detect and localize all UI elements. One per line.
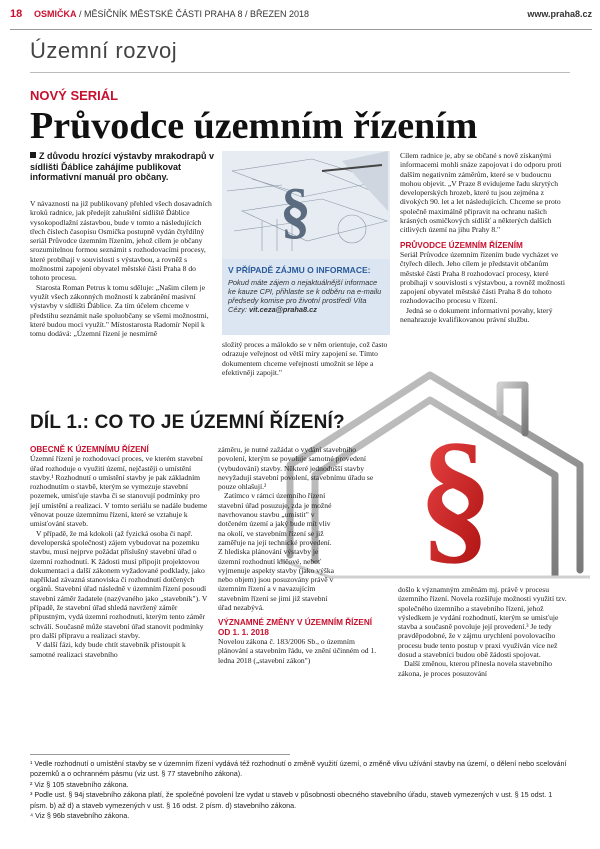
paragraph: došlo k významným změnám mj. právě v procesu územního řízení. Novela rozšiřuje možnosti využití tzv. společného územního a stavebního řízení, jehož výsledkem je vydání rozhodnutí, kterým se umisťuje stavba a současně povoluje její provedení.³ Je tedy pravděpodobné, že v zájmu urychlení povolovacího procesu bude tento postup v praxi využíván více než dosud a stavebníci budou obě žádosti spojovat. (398, 585, 567, 660)
page-header (10, 8, 592, 30)
footnotes (30, 759, 570, 821)
magazine-issue: / MĚSÍČNÍK MĚSTSKÉ ČÁSTI PRAHA 8 / BŘEZEN 2018 (76, 9, 310, 19)
blueprint-illustration-icon (222, 151, 390, 259)
footnote: ² Viz § 105 stavebního zákona. (30, 779, 129, 789)
column-goals (400, 151, 570, 324)
paragraph: Seriál Průvodce územním řízením bude vycházet ve čtyřech dílech. Jeho cílem je představit občanům městské části Praha 8 rozhodovací procesy, které probíhají v souvislosti s výstavbou, a rovněž možnosti zapojení obyvatel městské části Praha 8 do tohoto rozhodovacího procesu v řízení. (400, 249, 565, 306)
column-permits (218, 445, 378, 665)
magazine-name: OSMIČKA (34, 9, 77, 19)
article-kicker: NOVÝ SERIÁL (30, 88, 119, 103)
part-title: DÍL 1.: CO TO JE ÚZEMNÍ ŘÍZENÍ? (30, 412, 345, 433)
subheading-changes: VÝZNAMNÉ ZMĚNY V ÚZEMNÍM ŘÍZENÍ OD 1. 1. 2018 (218, 618, 373, 637)
paragraph: Cílem radnice je, aby se občané s nově získanými informacemi mohli snáze zapojovat i do odporu proti dalším negativním záměrům, které se v budoucnu mohou objevit. „V Praze 8 evidujeme řadu skrytých developerských hrozeb, které tu jsou zejména z divokých 90. let a let následujících. Chceme se proto společně maximálně připravit na ochranu našich krásných osmičkových sídlišť a některých dalších citlivých území na jihu Prahy 8." (400, 151, 562, 235)
subheading-guide: PRŮVODCE ÚZEMNÍM ŘÍZENÍM (400, 240, 523, 250)
svg-text:§: § (280, 177, 311, 245)
info-box (222, 259, 390, 335)
lead-square-icon (30, 152, 36, 158)
column-intro (30, 199, 215, 338)
paragraph: Další změnou, kterou přinesla novela stavebního zákona, je proces posuzování (398, 659, 553, 678)
info-box-title: V PŘÍPADĚ ZÁJMU O INFORMACE: (228, 265, 371, 275)
website-link[interactable]: www.praha8.cz (527, 9, 592, 19)
info-box-body: Pokud máte zájem o nejaktuálnější informace ke kauze CPI, přihlaste se k odběru na e-mailu předsedy komise pro životní prostředí Víta Cézy: (228, 278, 382, 314)
section-divider (30, 72, 570, 73)
column-novela (398, 585, 570, 678)
column-general (30, 445, 210, 659)
magazine-masthead (34, 9, 309, 19)
info-box-text (228, 278, 384, 314)
footnote: ⁴ Viz § 96b stavebního zákona. (30, 811, 130, 821)
blueprint-paragraph-image (222, 151, 390, 259)
lead-text: Z důvodu hrozící výstavby mrakodrapů v sídlišti Ďáblice zahájíme publikovat informativní manuál pro občany. (30, 151, 215, 182)
footnote-divider (30, 754, 290, 755)
paragraph: Územní řízení je rozhodovací proces, ve kterém stavební úřad rozhoduje o využití území, nejčastěji o umístění stavby.¹ Rozhodnutí o umístění stavby je pak základním rozhodnutím o stavbě, kterým se vymezuje stavební pozemek, umisťuje stavba či se stanovují podmínky pro její umístění a realizaci. V tomto seriálu se nadále budeme věnovat pouze územnímu řízení, které se vztahuje k umisťování staveb. (30, 454, 208, 529)
paragraph: záměru, je nutné zažádat o vydání stavebního povolení, kterým se povoluje samotné provedení (vybudování) stavby. Některé jednodušší stavby nevyžadují stavební povolení, stavebnímu úřadu se pouze ohlašují.² (218, 445, 374, 492)
subheading-general: OBECNĚ K ÚZEMNÍMU ŘÍZENÍ (30, 445, 149, 454)
paragraph: složitý proces a málokdo se v něm orientuje, což často odrazuje veřejnost od větší míry zapojení se. Tímto dokumentem chceme veřejnosti umožnit se lépe a efektivněji zapojit." (222, 340, 388, 377)
paragraph: V návaznosti na již publikovaný přehled všech dosavadních kroků radnice, jak předejít zahuštění sídliště Ďáblice vysokopodlažní zástavbou, bude v tomto a následujících třech číslech časopisu Osmička postupně vydán čtyřdílný seriál Průvodce územním řízením, jehož cílem je občany srozumitelnou formou seznámit s rozhodovacími procesy, které probíhají v souvislosti s výstavbou, a rovněž s možnostmi zapojení obyvatel městské části Praha 8 do tohoto procesu. (30, 199, 212, 283)
page-number: 18 (10, 8, 23, 20)
paragraph: Zatímco v rámci územního řízení stavební úřad posuzuje, zda je možné navrhovanou stavbu „umístit" v dotčeném území a jaký bude mít vliv na okolí, ve stavebním řízení se již zaměřuje na její technické provedení. Z hlediska plánování výstavby je územní rozhodnutí klíčové, neboť vyjmenuje aspekty stavby (jako výška nebo objem) jsou posuzovány právě v územním řízení a v navazujícím stavebním řízení se jimi již stavební úřad nezabývá. (218, 491, 334, 613)
article-lead (30, 151, 215, 183)
footnote: ³ Podle ust. § 94j stavebního zákona platí, že společné povolení lze vydat u staveb v působnosti obecného stavebního úřadu, staveb vymezených v ust. § 15 odst. 1 písm. b) až d) a staveb vymezených v ust. § 16 odst. 2 písm. d) stavebního zákona. (30, 790, 553, 810)
section-title: Územní rozvoj (30, 38, 178, 63)
paragraph: V další fázi, kdy bude chtít stavebník přistoupit k samotné realizaci stavebního (30, 640, 186, 659)
paragraph: Starosta Roman Petrus k tomu sděluje: „Našim cílem je využít všech zákonných možností k zabránění masivní výstavby v sídlišti Ďáblice. Za tím účelem chceme v předstihu seznámit naše spoluobčany se všemi možnostmi, které budou moci využít." Místostarosta Radomír Nepil k tomu dodává: „Územní řízení je nesmírně (30, 282, 209, 339)
paragraph: Novelou zákona č. 183/2006 Sb., o územním plánování a stavebním řádu, ve znění účinném od 1. ledna 2018 („stavební zákon") (218, 636, 377, 665)
info-email-link[interactable]: vit.ceza@praha8.cz (248, 305, 317, 314)
paragraph: Jedná se o dokument informativní povahy, který nenahrazuje kvalifikovanou právní službu. (400, 305, 553, 325)
footnote: ¹ Vedle rozhodnutí o umístění stavby se v územním řízení vydává též rozhodnutí o změně využití území, o změně vlivu užívání stavby na území, o dělení nebo scelování pozemků a o ochranném pásmu (viz ust. § 77 stavebního zákona). (30, 759, 567, 779)
article-headline: Průvodce územním řízením (30, 105, 478, 147)
svg-text:§: § (418, 412, 493, 578)
paragraph: V případě, že má kdokoli (až fyzická osoba či např. developerská společnost) zájem vybudovat na pozemku stavbu, musí nejprve požádat příslušný stavební úřad o územní rozhodnutí. K žádosti musí připojit projektovou dokumentaci a další zákonem vyžadované podklady, jako například závazná stanoviska či rozhodnutí dotčených orgánů. Stavební úřad následně v územním řízení posoudí stavební záměr žadatele (nazývaného jako „stavebník"). V případě, že stavební úřad shledá navržený záměr přípustným, vydá územní rozhodnutí, kterým tento záměr schválí. Současně může stavební úřad stanovit podmínky pro další přípravu a realizaci stavby. (30, 528, 208, 640)
